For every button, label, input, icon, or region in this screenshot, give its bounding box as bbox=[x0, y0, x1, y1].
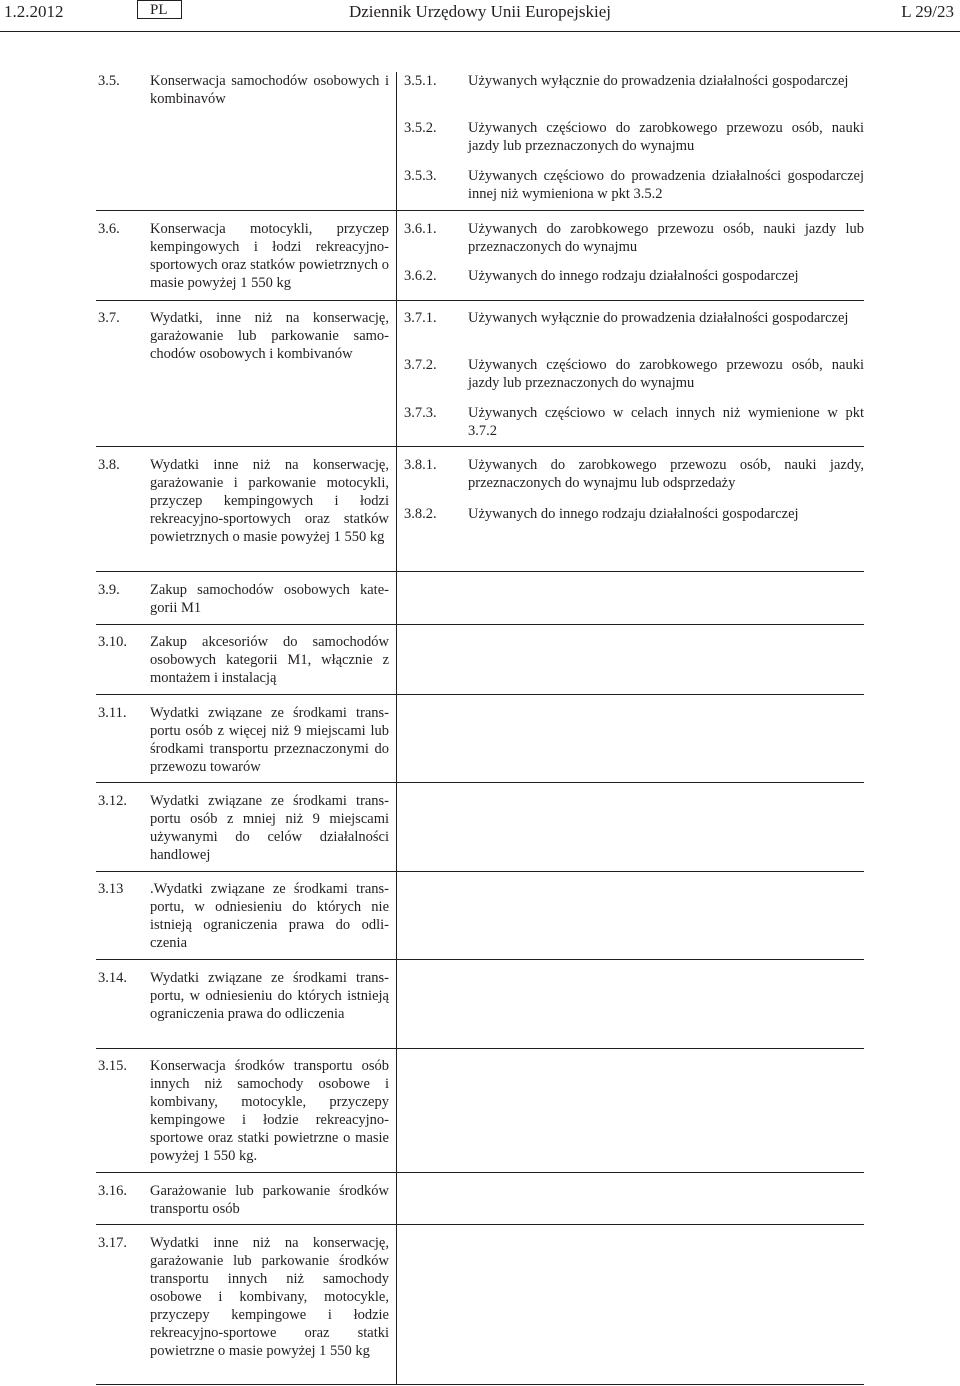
subitem-text: Używanych częściowo w celach innych niż wymienione w pkt 3.7.2 bbox=[468, 405, 864, 439]
item-number: 3.11. bbox=[98, 705, 127, 721]
item-number: 3.12. bbox=[98, 793, 127, 809]
row-divider bbox=[96, 446, 864, 447]
item-number: 3.8. bbox=[98, 457, 120, 473]
row-divider bbox=[96, 1048, 864, 1049]
journal-title: Dziennik Urzędowy Unii Europejskiej bbox=[348, 2, 611, 21]
row-divider bbox=[96, 1224, 864, 1225]
publication-date: 1.2.2012 bbox=[4, 2, 64, 21]
item-text: Zakup akcesoriów do samochodów osobowych kategorii M1, włącznie z montażem i instalacją bbox=[150, 634, 389, 686]
item-text: .Wydatki związane ze środkami transportu, w odniesieniu do których nie istnieją ograniczenia prawa do odliczenia bbox=[150, 881, 389, 951]
item-text: Garażowanie lub parkowanie środków transportu osób bbox=[150, 1183, 389, 1217]
page-reference: L 29/23 bbox=[901, 2, 954, 21]
item-number: 3.10. bbox=[98, 634, 127, 650]
subitem-text: Używanych wyłącznie do prowadzenia działalności gospodarczej bbox=[468, 73, 849, 89]
item-text: Wydatki, inne niż na konserwację, garażowanie lub parkowanie samochodów osobowych i kombivanów bbox=[150, 310, 389, 362]
subitem-number: 3.8.2. bbox=[404, 506, 437, 522]
subitem-text: Używanych do innego rodzaju działalności gospodarczej bbox=[468, 268, 799, 284]
subitem-number: 3.6.1. bbox=[404, 221, 437, 237]
item-text: Konserwacja środków transportu osób innych niż samochody osobowe i kombivany, motocykle, przyczepy kempingowe i łodzie rekreacyjno-sportowe oraz statki powietrzne o masie powyżej 1 550 kg. bbox=[150, 1058, 389, 1164]
row-divider bbox=[96, 694, 864, 695]
item-number: 3.14. bbox=[98, 970, 127, 986]
item-text: Wydatki związane ze środkami transportu osób z mniej niż 9 miejscami używanymi do celów działalności handlowej bbox=[150, 793, 389, 863]
column-divider bbox=[396, 72, 397, 1384]
subitem-text: Używanych częściowo do zarobkowego przewozu osób, nauki jazdy lub przeznaczonych do wynajmu bbox=[468, 357, 864, 391]
subitem-number: 3.7.1. bbox=[404, 310, 437, 326]
subitem-text: Używanych do zarobkowego przewozu osób, nauki jazdy lub przeznaczonych do wynajmu bbox=[468, 221, 864, 255]
item-number: 3.13 bbox=[98, 881, 124, 897]
row-divider bbox=[96, 1172, 864, 1173]
subitem-number: 3.5.3. bbox=[404, 168, 437, 184]
subitem-number: 3.6.2. bbox=[404, 268, 437, 284]
header-divider bbox=[0, 31, 960, 32]
item-text: Wydatki związane ze środkami transportu, w odniesieniu do których istnieją ograniczenia prawa do odliczenia bbox=[150, 970, 389, 1022]
subitem-text: Używanych wyłącznie do prowadzenia działalności gospodarczej bbox=[468, 310, 849, 326]
item-number: 3.7. bbox=[98, 310, 120, 326]
item-text: Wydatki inne niż na konserwację, garażowanie lub parkowanie środków transportu innych niż samochody osobowe i kombivany, motocykle, przyczepy kempingowe i łodzie rekreacyjno-sportowe oraz statki powietrzne o masie powyżej 1 550 kg bbox=[150, 1235, 389, 1359]
subitem-number: 3.8.1. bbox=[404, 457, 437, 473]
row-divider bbox=[96, 300, 864, 301]
row-divider bbox=[96, 571, 864, 572]
language-badge: PL bbox=[137, 0, 182, 19]
item-text: Wydatki związane ze środkami transportu osób z więcej niż 9 miejscami lub środkami transportu przeznaczonymi do przewozu towarów bbox=[150, 705, 389, 775]
item-number: 3.6. bbox=[98, 221, 120, 237]
item-number: 3.16. bbox=[98, 1183, 127, 1199]
item-text: Zakup samochodów osobowych kategorii M1 bbox=[150, 582, 389, 616]
subitem-number: 3.7.3. bbox=[404, 405, 437, 421]
item-text: Konserwacja samochodów osobowych i kombinavów bbox=[150, 73, 389, 107]
subitem-number: 3.5.1. bbox=[404, 73, 437, 89]
row-divider bbox=[96, 210, 864, 211]
item-number: 3.15. bbox=[98, 1058, 127, 1074]
item-number: 3.17. bbox=[98, 1235, 127, 1251]
row-divider bbox=[96, 959, 864, 960]
subitem-number: 3.5.2. bbox=[404, 120, 437, 136]
subitem-text: Używanych częściowo do zarobkowego przewozu osób, nauki jazdy lub przeznaczonych do wynajmu bbox=[468, 120, 864, 154]
row-divider bbox=[96, 871, 864, 872]
row-divider bbox=[96, 782, 864, 783]
subitem-text: Używanych częściowo do prowadzenia działalności gospodarczej innej niż wymieniona w pkt 3.5.2 bbox=[468, 168, 864, 202]
subitem-text: Używanych do innego rodzaju działalności gospodarczej bbox=[468, 506, 799, 522]
subitem-text: Używanych do zarobkowego przewozu osób, nauki jazdy, przeznaczonych do wynajmu lub odsprzedaży bbox=[468, 457, 864, 491]
row-divider bbox=[96, 624, 864, 625]
item-text: Konserwacja motocykli, przyczep kempingowych i łodzi rekreacyjno-sportowych oraz statków powietrznych o masie powyżej 1 550 kg bbox=[150, 221, 389, 291]
subitem-number: 3.7.2. bbox=[404, 357, 437, 373]
item-number: 3.9. bbox=[98, 582, 120, 598]
item-number: 3.5. bbox=[98, 73, 120, 89]
item-text: Wydatki inne niż na konserwację, garażowanie i parkowanie motocykli, przyczep kempingowych i łodzi rekreacyjno-sportowych oraz statków powietrznych o masie powyżej 1 550 kg bbox=[150, 457, 389, 545]
table-bottom-border bbox=[96, 1384, 864, 1385]
page-header bbox=[0, 0, 960, 33]
